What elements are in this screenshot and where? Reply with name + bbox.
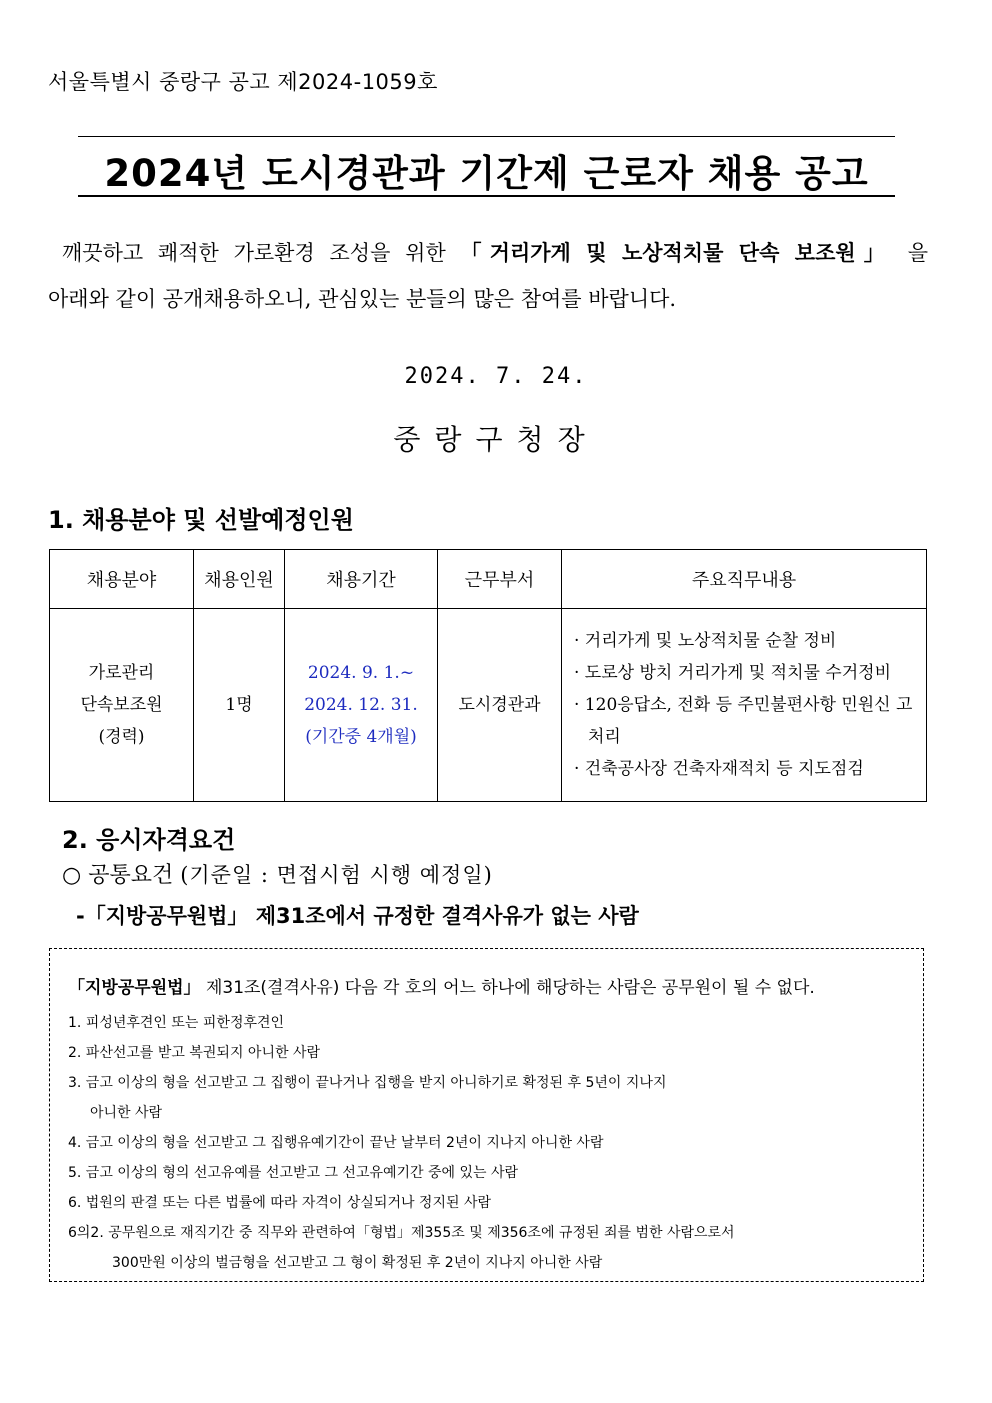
common-requirements [62, 858, 493, 889]
duty-item: · 도로상 방치 거리가게 및 적치물 수거정비 [574, 663, 892, 683]
disqualification-list [68, 1008, 735, 1278]
recruitment-table [49, 549, 927, 802]
header-field: 채용분야 [50, 550, 194, 609]
period-end: 2024. 12. 31. [304, 695, 418, 715]
intro-text-post: 을 [907, 241, 928, 265]
intro-position-name: 「거리가게 및 노상적치물 단속 보조원」 [460, 240, 893, 265]
duty-item: · 120응답소, 전화 등 주민불편사항 민원신 고 처리 [574, 695, 913, 747]
cell-period [285, 609, 438, 802]
box-heading [68, 973, 815, 998]
intro-text-pre: 깨끗하고 쾌적한 가로환경 조성을 위한 [62, 241, 446, 265]
field-line-1: 가로관리 [88, 663, 155, 683]
box-heading-text: 제31조(결격사유) 다음 각 호의 어느 하나에 해당하는 사람은 공무원이 될 수 없다. [205, 978, 815, 998]
table-header-row [50, 550, 927, 609]
law-name: 「지방공무원법」 [68, 978, 201, 998]
requirement-line: -「지방공무원법」 제31조에서 규정한 결격사유가 없는 사람 [76, 904, 639, 928]
section-1-heading: 1. 채용분야 및 선발예정인원 [48, 506, 354, 534]
intro-line-2: 아래와 같이 공개채용하오니, 관심있는 분들의 많은 참여를 바랍니다. [48, 287, 677, 311]
cell-count: 1명 [194, 609, 285, 802]
list-item: 3. 금고 이상의 형을 선고받고 그 집행이 끝나거나 집행을 받지 아니하기로 확정된 후 5년이 지나지 [68, 1075, 667, 1091]
cell-duties [562, 609, 927, 802]
notice-number: 서울특별시 중랑구 공고 제2024-1059호 [48, 70, 438, 94]
duty-item: · 거리가게 및 노상적치물 순찰 정비 [574, 631, 837, 651]
cell-department: 도시경관과 [438, 609, 562, 802]
list-item: 4. 금고 이상의 형을 선고받고 그 집행유예기간이 끝난 날부터 2년이 지나지 아니한 사람 [68, 1135, 604, 1151]
header-department: 근무부서 [438, 550, 562, 609]
title-bottom-rule [78, 195, 895, 197]
intro-paragraph [48, 230, 928, 322]
list-item-continuation: 300만원 이상의 벌금형을 선고받고 그 형이 확정된 후 2년이 지나지 아니한 사람 [112, 1255, 603, 1271]
period-duration: (기간중 4개월) [305, 727, 417, 747]
list-item: 6의2. 공무원으로 재직기간 중 직무와 관련하여「형법」제355조 및 제356조에 규정된 죄를 범한 사람으로서 [68, 1225, 735, 1241]
duty-item: · 건축공사장 건축자재적치 등 지도점검 [574, 759, 864, 779]
field-line-3: (경력) [98, 727, 145, 747]
common-requirements-label: ○ 공통요건 [62, 863, 174, 888]
list-item: 2. 파산선고를 받고 복권되지 아니한 사람 [68, 1045, 320, 1061]
section-2-heading: 2. 응시자격요건 [62, 826, 236, 854]
list-item: 1. 피성년후견인 또는 피한정후견인 [68, 1015, 285, 1031]
table-row [50, 609, 927, 802]
list-item: 6. 법원의 판결 또는 다른 법률에 따라 자격이 상실되거나 정지된 사람 [68, 1195, 492, 1211]
list-item-continuation: 아니한 사람 [90, 1105, 163, 1121]
field-line-2: 단속보조원 [80, 695, 163, 715]
common-requirements-basis: (기준일 : 면접시험 시행 예정일) [180, 863, 493, 887]
page-title: 2024년 도시경관과 기간제 근로자 채용 공고 [104, 152, 869, 195]
header-count: 채용인원 [194, 550, 285, 609]
title-top-rule [78, 136, 895, 137]
header-period: 채용기간 [285, 550, 438, 609]
header-duties: 주요직무내용 [562, 550, 927, 609]
cell-field [50, 609, 194, 802]
period-start: 2024. 9. 1.~ [307, 663, 415, 683]
issuer-name: 중랑구청장 [393, 423, 599, 456]
intro-line-1 [48, 230, 928, 276]
disqualification-box [49, 948, 924, 1282]
list-item: 5. 금고 이상의 형의 선고유예를 선고받고 그 선고유예기간 중에 있는 사람 [68, 1165, 519, 1181]
notice-date: 2024. 7. 24. [404, 364, 588, 389]
